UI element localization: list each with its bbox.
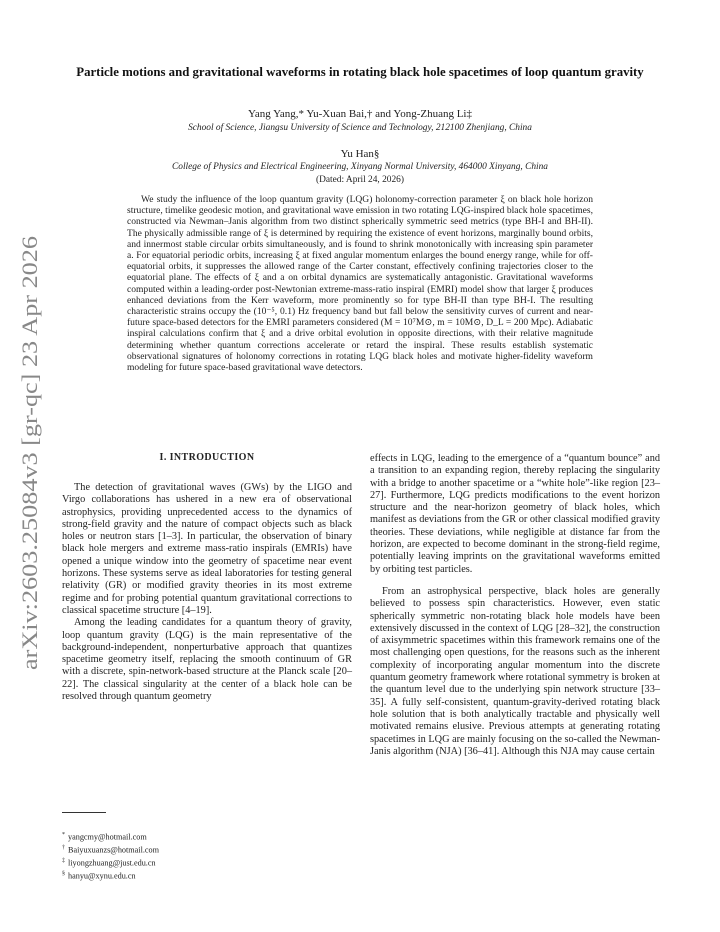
right-column <box>370 453 660 758</box>
affiliation-1: School of Science, Jiangsu University of Science and Technology, 212100 Zhenjiang, China <box>188 123 532 133</box>
dated-line: (Dated: April 24, 2026) <box>315 175 404 185</box>
abstract: We study the influence of the loop quantum gravity (LQG) holonomy-correction parameter ξ on black hole horizon structure, timelike geodesic motion, and gravitational wave emission in two rotating LQG-inspired black hole spacetimes, constructed via Newman–Janis algorithm from two distinct spherically symmetric seed metrics (type BH-I and BH-II). The physically admissible range of ξ is determined by requiring the existence of event horizons, marginally bound orbits, and innermost stable circular orbits simultaneously, and is found to shrink monotonically with increasing spin parameter a. For equatorial periodic orbits, increasing ξ at fixed angular momentum enlarges the bound energy range, while for off-equatorial orbits, it suppresses the allowed range of the Carter constant, effectively confining trajectories closer to the equatorial plane. The effects of ξ and a on orbital dynamics are systematically antagonistic. Gravitational waveforms computed within a leading-order post-Newtonian extreme-mass-ratio inspiral (EMRI) model show that larger ξ produces enhanced deviations from the Kerr waveform, more prominently so for type BH-II than type BH-I. The resulting characteristic strains occupy the (10⁻⁵, 0.1) Hz frequency band but fall below the sensitivity curves of current and near-future space-based detectors for the EMRI parameters considered (M = 10⁷M⊙, m = 10M⊙, D_L = 200 Mpc). Adiabatic inspiral calculations confirm that ξ and a drive orbital evolution in opposite directions, with their relative magnitude determining whether quantum corrections accelerate or retard the inspiral. These results establish systematic observational signatures of holonomy corrections in rotating LQG black holes and motivate higher-fidelity waveform modeling for future space-based gravitational wave detectors. <box>127 194 593 374</box>
intro-paragraph-1: The detection of gravitational waves (GWs) by the LIGO and Virgo collaborations has ushered in a new era of observational astrophysics, providing unprecedented access to the dynamics of strong-field gravity and the nature of compact objects such as black holes or neutron stars [1–3]. In particular, the observation of binary black hole mergers and extreme mass-ratio inspirals (EMRIs) have opened a unique window into the geometry of spacetime near event horizons. These systems serve as ideal laboratories for testing general relativity (GR) or modified gravity theories in its most extreme regime and for probing potential quantum gravitational corrections to classical spacetime structure [4–19]. <box>62 482 352 616</box>
author-2: Yu Han§ <box>340 148 380 160</box>
arxiv-identifier: arXiv:2603.25084v3 [gr-qc] 23 Apr 2026 <box>17 305 42 670</box>
paper-title: Particle motions and gravitational waveforms in rotating black hole spacetimes of loop quantum gravity <box>76 65 644 79</box>
arxiv-stamp-svg <box>8 232 48 672</box>
left-column <box>62 482 352 703</box>
footnote-item: † Baiyuxuanzs@hotmail.com <box>62 845 159 855</box>
authors-line: Yang Yang,* Yu-Xuan Bai,† and Yong-Zhuang Li‡ <box>248 108 472 120</box>
footnote-item: ‡ liyongzhuang@just.edu.cn <box>62 858 156 869</box>
section-heading-introduction: I. INTRODUCTION <box>159 452 255 463</box>
footnote-divider <box>62 812 106 813</box>
footnote-item: * yangcmy@hotmail.com <box>62 832 147 842</box>
affiliation-2: College of Physics and Electrical Engineering, Xinyang Normal University, 464000 Xinyang, China <box>172 162 548 172</box>
intro-paragraph-2: Among the leading candidates for a quantum theory of gravity, loop quantum gravity (LQG) is the main representative of the background-independent, nonperturbative approach that quantizes spacetime geometry itself, replacing the smooth continuum of GR with a discrete, spin-network-based structure at the Planck scale [20–22]. The classical singularity at the center of a black hole can be resolved through quantum geometry <box>62 617 352 703</box>
intro-paragraph-3: effects in LQG, leading to the emergence of a “quantum bounce” and a transition to an expanding region, thereby replacing the singularity with a bridge to another spacetime or a “white hole”-like region [23–27]. Furthermore, LQG predicts modifications to the event horizon structure and the near-horizon geometry of black holes, which manifest as deviations from the GR or other classical modified gravity theories. These deviations, while negligible at distance far from the horizon, are expected to become dominant in the strong-field regime, potentially leaving imprints on the gravitational waveforms emitted by orbiting test particles. <box>370 453 660 575</box>
footnote-item: § hanyu@xynu.edu.cn <box>62 871 136 882</box>
footnotes <box>62 830 352 883</box>
arxiv-identifier-stamp <box>8 232 48 672</box>
intro-paragraph-4: From an astrophysical perspective, black holes are generally believed to possess spin characteristics. However, even static spherically symmetric non-rotating black hole models have been extensively discussed in the context of LQG [28–32], the construction of axisymmetric spacetimes within this framework remains one of the most challenging open questions, for the reasons such as the inherent complexity of incorporating angular momentum into the discrete quantum geometry framework where rotational symmetry is broken at the quantum level due to the underlying spin network structure [33–35]. A fully self-consistent, quantum-gravity-derived rotating black hole solution that is both analytically tractable and physically well motivated remains elusive. Previous attempts at generating rotating spacetimes in LQG are mainly focusing on the so-called the Newman-Janis algorithm (NJA) [36–41]. Although this NJA may cause certain <box>370 585 660 757</box>
